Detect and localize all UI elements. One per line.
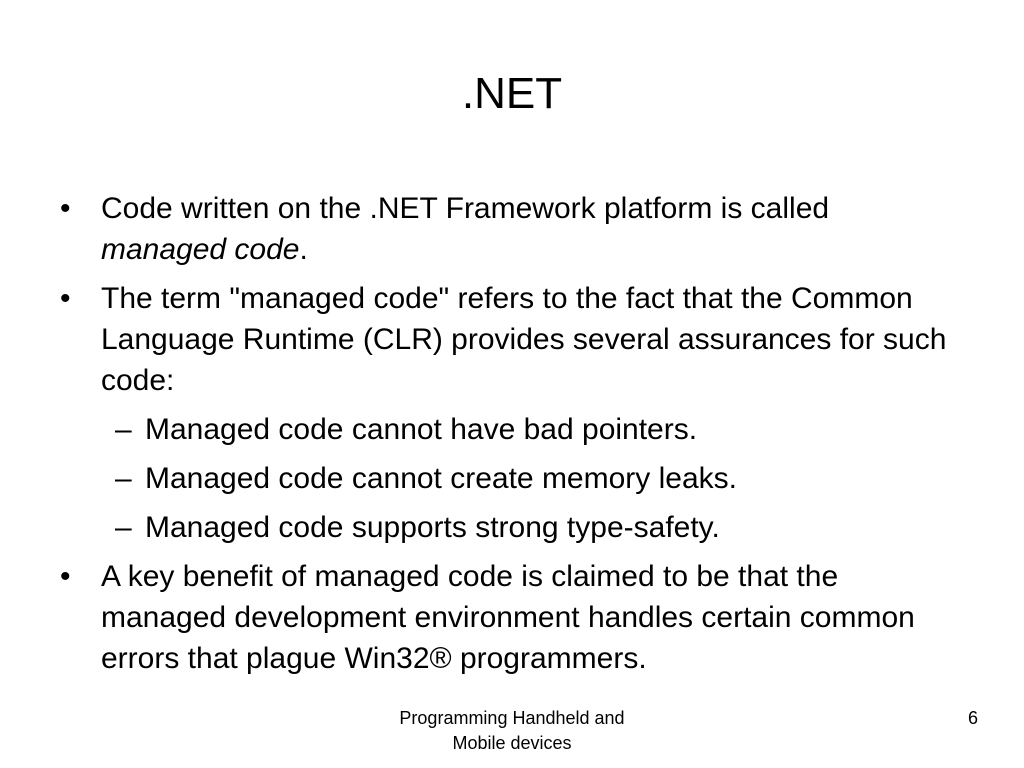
bullet-item [60,188,960,270]
page-number: 6 [967,708,978,728]
bullet-marker: • [60,282,71,315]
sub-bullet-marker: – [115,413,132,446]
bullet-marker: • [60,192,71,225]
sub-bullet-item [60,409,960,450]
sub-bullet-marker: – [115,462,132,495]
footer-course-title: Programming Handheld and Mobile devices [399,708,625,753]
sub-bullet-marker: – [115,511,132,544]
bullet-item [60,278,960,401]
slide-title: .NET [461,69,563,118]
bullet-text-suffix: . [299,233,308,266]
bullet-text: A key benefit of managed code is claimed to be that the managed development environment handles certain common errors that plague Win32® programmers. [101,560,915,675]
bullet-item [60,556,960,679]
bullet-marker: • [60,560,71,593]
sub-bullet-text: Managed code cannot create memory leaks. [145,462,737,495]
bullet-text: The term "managed code" refers to the fact that the Common Language Runtime (CLR) provides several assurances for such code: [101,282,947,397]
sub-bullet-item [60,507,960,548]
sub-bullet-item [60,458,960,499]
emphasis-text: managed code [101,233,300,266]
sub-bullet-text: Managed code supports strong type-safety. [145,511,720,544]
bullet-text [101,192,829,266]
sub-bullet-text: Managed code cannot have bad pointers. [145,413,698,446]
slide-content [60,188,960,687]
bullet-text-main: Code written on the .NET Framework platform is called [101,192,830,225]
